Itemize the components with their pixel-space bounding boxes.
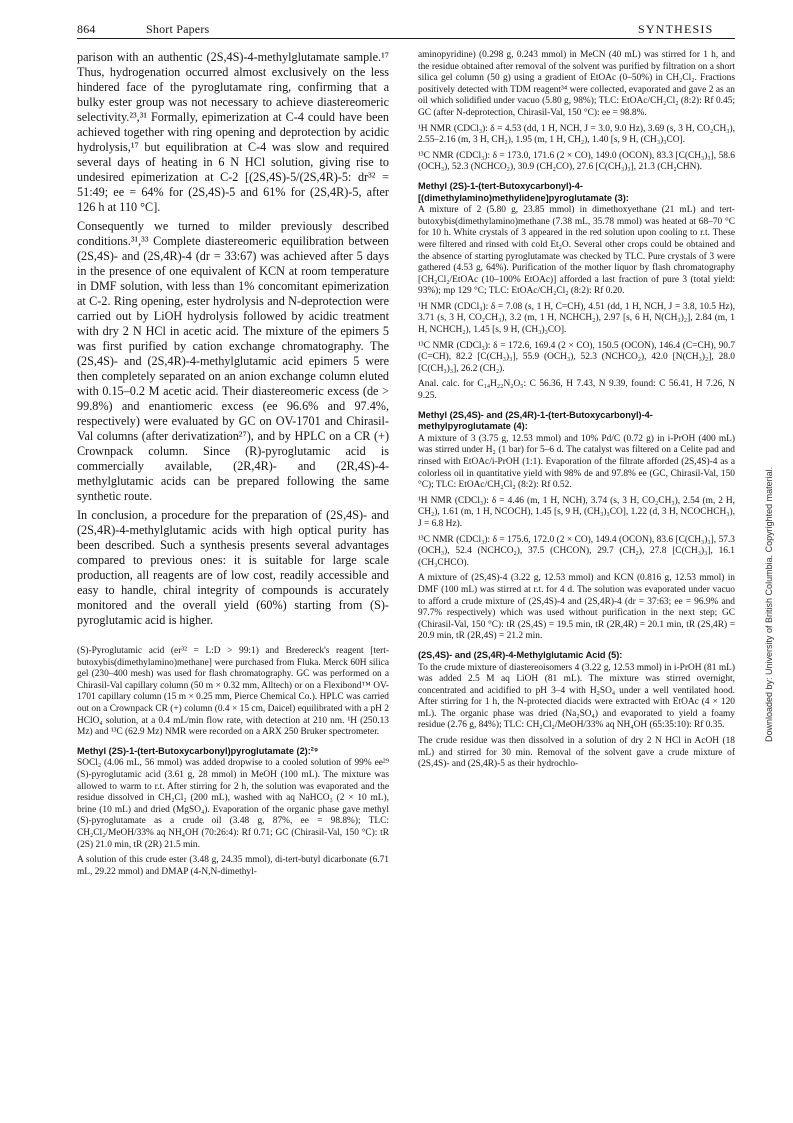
paragraph: A solution of this crude ester (3.48 g, 24.35 mmol), di-tert-butyl dicarbonate (6.71 mL, 29.22 mmol) and DMAP (4-N,N-dimethyl- [77, 855, 389, 877]
nmr-c-3: ¹³C NMR (CDCl₃): δ = 172.6, 169.4 (2 × CO), 150.5 (OCON), 146.4 (C=CH), 90.7 (C=CH), 82.2 [C(CH₃)₃], 55.9 (OCH₃), 52.3 (NCHCO₂), 42.0 [N(CH₃)₂], 28.0 [C(CH₃)₃], 26.2 (CH₂). [418, 340, 735, 374]
paragraph: parison with an authentic (2S,4S)-4-methylglutamate sample.¹⁷ Thus, hydrogenation occurred almost exclusively on the less hindered face of the pyroglutamate ring, confirming that a bulky ester group was not necessary to achieve diastereomeric selectivity.²³,³¹ Formally, epimerization at C-4 could have been achieved together with ring opening and deprotection by acidic hydrolysis,¹⁷ but equilibration at C-4 was slow and required several days of heating in 6 N HCl solution, giving rise to undesired epimerization at C-2 [(2S,4S)-5/(2S,4R)-5: dr³² = 51:49; ee = 64% for (2S,4S)-5 and 61% for (2S,4R)-5, after 126 h at 110 °C]. [77, 50, 389, 214]
paragraph: aminopyridine) (0.298 g, 0.243 mmol) in MeCN (40 mL) was stirred for 1 h, and the residue obtained after removal of the solvent was purified by filtration on a short silica gel column (50 g) using a gradient of EtOAc (0–50%) in CH₂Cl₂. Fractions positively detected with TDM reagent³⁴ were collected, evaporated and gave 2 as an oil which solidified under vacuo (5.80 g, 98%); TLC: EtOAc/CH₂Cl₂ (8:2): Rf 0.45; GC (after N-deprotection, Chirasil-Val, 150 °C): ee = 98.8%. [418, 50, 735, 118]
compound-heading-3: Methyl (2S)-1-(tert-Butoxycarbonyl)-4-[(dimethylamino)methylidene]pyroglutamate (3): [418, 180, 629, 203]
spacer [77, 632, 389, 646]
nmr-h-3: ¹H NMR (CDCl₃): δ = 7.08 (s, 1 H, C=CH), 4.51 (dd, 1 H, NCH, J = 3.8, 10.5 Hz), 3.71 (s, 3 H, CO₂CH₃), 3.2 (m, 1 H, NCHCH₂), 2.97 [s, 6 H, N(CH₃)₂], 2.84 (m, 1 H, NCHCH₂), 1.45 [s, 9 H, (CH₃)₃CO]. [418, 301, 735, 336]
experimental-section [77, 646, 389, 878]
left-column [77, 50, 389, 1120]
experimental-general: (S)-Pyroglutamic acid (er³² = L:D > 99:1) and Bredereck's reagent [tert-butoxybis(dimethylamino)methane] were purchased from Fluka. Merck 60H silica gel (230–400 mesh) was used for flash chromatography. GC was performed on a Chirasil-Val capillary column (50 m × 0.32 mm, Alltech) or on a Flexibond™ OV-1701 capillary column (15 m × 0.25 mm, Pierce Chemical Co.). HPLC was carried out on a Crownpack CR (+) column (0.4 × 15 cm, Daicel) equilibrated with a pH 2 HClO₄ solution, at a 0.4 mL/min flow rate, with detection at 210 nm. ¹H (250.13 Mz) and ¹³C (62.9 Mz) NMR were recorded on a ARX 250 Bruker spectrometer. [77, 646, 389, 738]
paragraph: A mixture of 2 (5.80 g, 23.85 mmol) in dimethoxyethane (21 mL) and tert-butoxybis(dimethylamino)methane (7.38 mL, 35.78 mmol) was heated at 68–70 °C for 10 h. White crystals of 3 appeared in the red solution upon cooling to r.t. These were filtered and rinsed with cold Et₂O. Several other crops could be obtained and the absence of starting pyroglutamate was checked by TLC. Pure crystals of 3 were gathered (4.53 g, 64%). Purification of the mother liquor by flash chromatography [CH₂Cl₂/EtOAc (10–100% EtOAc)] afforded a last fraction of pure 3 (total yield: 93%); mp 129 °C; TLC: EtOAc/CH₂Cl₂ (8:2): Rf 0.20. [418, 205, 735, 297]
compound-heading-5: (2S,4S)- and (2S,4R)-4-Methylglutamic Acid (5): [418, 649, 623, 660]
compound-heading-4: Methyl (2S,4S)- and (2S,4R)-1-(tert-Butoxycarbonyl)-4-methylpyroglutamate (4): [418, 409, 653, 432]
right-column [418, 50, 735, 1120]
paragraph: A mixture of 3 (3.75 g, 12.53 mmol) and 10% Pd/C (0.72 g) in i-PrOH (400 mL) was stirred under H₂ (1 bar) for 5–6 d. The catalyst was filtered on a Celite pad and rinsed with EtOAc/i-PrOH (1:1). Evaporation of the filtrate afforded (2S,4S)-4 as a colorless oil in quantitative yield with 98% de and 97.8% ee (GC, Chirasil-Val, 150 °C); TLC: EtOAc/CH₂Cl₂ (8:2): Rf 0.52. [418, 433, 735, 491]
section-title: Short Papers [146, 22, 210, 36]
nmr-c-2: ¹³C NMR (CDCl₃): δ = 173.0, 171.6 (2 × CO), 149.0 (OCON), 83.3 [C(CH₃)₃], 58.6 (OCH₃), 52.3 (NCHCO₂), 30.9 (CH₂CO), 27.6 [C(CH₃)₃], 21.3 (CH₂CHN). [418, 150, 735, 173]
paragraph: SOCl₂ (4.06 mL, 56 mmol) was added dropwise to a cooled solution of 99% ee²⁹ (S)-pyroglutamic acid (3.61 g, 28 mmol) in MeOH (100 mL). The mixture was allowed to warm to r.t. After stirring for 2 h, the solution was evaporated and the residue dissolved in CH₂Cl₂ (200 mL), washed with aq NaHCO₃ (2 × 10 mL), brine (10 mL) and dried (MgSO₄). Evaporation of the organic phase gave methyl (S)-pyroglutamate as a crude oil (3.48 g, 87%, ee = 98.8%); TLC: CH₂Cl₂/MeOH/33% aq NH₄OH (70:26:4): Rf 0.71; GC (Chirasil-Val, 150 °C): tR (2S) 21.0 min, tR (2R) 21.5 min. [77, 758, 389, 850]
nmr-h-4: ¹H NMR (CDCl₃): δ = 4.46 (m, 1 H, NCH), 3.74 (s, 3 H, CO₂CH₃), 2.54 (m, 2 H, CH₂), 1.61 (m, 1 H, NCOCH), 1.45 [s, 9 H, (CH₃)₃CO], 1.22 (d, 3 H, NCOCHCH₃), J = 6.8 Hz). [418, 495, 735, 529]
paragraph: In conclusion, a procedure for the preparation of (2S,4S)- and (2S,4R)-4-methylglutamic acids with high optical purity has been described. Such a synthesis presents several advantages compared to previous ones: it is suitable for large scale production, all reagents are of low cost, readily accessible and easy to handle, chiral integrity of compounds is accurately monitored and the overall yield (60%) starting from (S)-pyroglutamic acid is higher. [77, 508, 389, 627]
discussion-text [77, 50, 389, 628]
page-number: 864 [77, 22, 96, 36]
nmr-c-4: ¹³C NMR (CDCl₃): δ = 175.6, 172.0 (2 × CO), 149.4 (OCON), 83.6 [C(CH₃)₃], 57.3 (OCH₃), 52.4 (NCHCO₂), 37.5 (CHCON), 29.7 (CH₂), 27.8 [C(CH₃)₃], 16.1 (CH₃CHCO). [418, 534, 735, 568]
paragraph: Consequently we turned to milder previously described conditions.³¹,³³ Complete diastereomeric equilibration between (2S,4S)- and (2S,4R)-4 (dr = 33:67) was achieved after 5 days in the presence of one equivalent of KCN at room temperature in DMF solution, with less than 1% concomitant epimerization at C-2. Ring opening, ester hydrolysis and N-deprotection were carried out by LiOH hydrolysis followed by acidic treatment with dry 2 N HCl in acetic acid. The mixture of the epimers 5 was first purified by cation exchange chromatography. The (2S,4S)- and (2S,4R)-4-methylglutamic acid epimers 5 were then completely separated on an anion exchange column eluted with 0.15–0.2 M acetic acid. Their diastereomeric excess (de > 99.8%) and enantiomeric excess (ee 96.6% and 97.4%, respectively) were evaluated by GC on OV-1701 and Chirasil-Val columns (after derivatization²⁷), and by HPLC on a CR (+) Crownpack column. Since (R)-pyroglutamic acid is commercially available, (2R,4R)- and (2R,4S)-4-methylglutamic acids can be prepared following the same synthetic route. [77, 219, 389, 503]
paragraph: A mixture of (2S,4S)-4 (3.22 g, 12.53 mmol) and KCN (0.816 g, 12.53 mmol) in DMF (100 mL) was stirred at r.t. for 4 d. The solution was evaporated under vacuo to afford a crude mixture of (2S,4S)-4 and (2S,4R)-4 (dr = 37:63; ee = 96.9% and 97.7% respectively) which was used without purification in the next step; GC (Chirasil-Val, 150 °C): tR (2S,4S) = 19.5 min, tR (2R,4R) = 20.1 min, tR (2S,4R) = 20.9 min, tR (2R,4S) = 21.2 min. [418, 573, 735, 642]
nmr-h-2: ¹H NMR (CDCl₃): δ = 4.53 (dd, 1 H, NCH, J = 3.0, 9.0 Hz), 3.69 (s, 3 H, CO₂CH₃), 2.55–2.16 (m, 3 H, CH₂), 1.95 (m, 1 H, CH₂), 1.40 [s, 9 H, (CH₃)₃CO]. [418, 123, 735, 146]
paragraph: The crude residue was then dissolved in a solution of dry 2 N HCl in AcOH (18 mL) and stirred for 30 min. Removal of the solvent gave a crude mixture of (2S,4S)- and (2S,4R)-5 as their hydrochlo- [418, 736, 735, 770]
journal-name: SYNTHESIS [638, 22, 714, 36]
header-rule [77, 38, 735, 39]
download-watermark: Downloaded by: University of British Columbia. Copyrighted material. [764, 466, 774, 742]
analysis-3: Anal. calc. for C₁₄H₂₂N₂O₅: C 56.36, H 7.43, N 9.39, found: C 56.41, H 7.26, N 9.25. [418, 379, 735, 402]
compound-heading-2: Methyl (2S)-1-(tert-Butoxycarbonyl)pyroglutamate (2):²⁹ [77, 745, 319, 756]
paragraph: To the crude mixture of diastereoisomers 4 (3.22 g, 12.53 mmol) in i-PrOH (81 mL) was added 2.5 M aq LiOH (81 mL). The mixture was stirred overnight, concentrated and acidified to pH 3–4 with H₂SO₄ under a well ventilated hood. After stirring for 1 h, the N-protected diacids were extracted with EtOAc (4 × 120 mL). The organic phase was dried (Na₂SO₄) and evaporated to yield a foamy residue (2.76 g, 84%); TLC: CH₂Cl₂/MeOH/33% aq NH₄OH (65:35:10): Rf 0.35. [418, 662, 735, 731]
